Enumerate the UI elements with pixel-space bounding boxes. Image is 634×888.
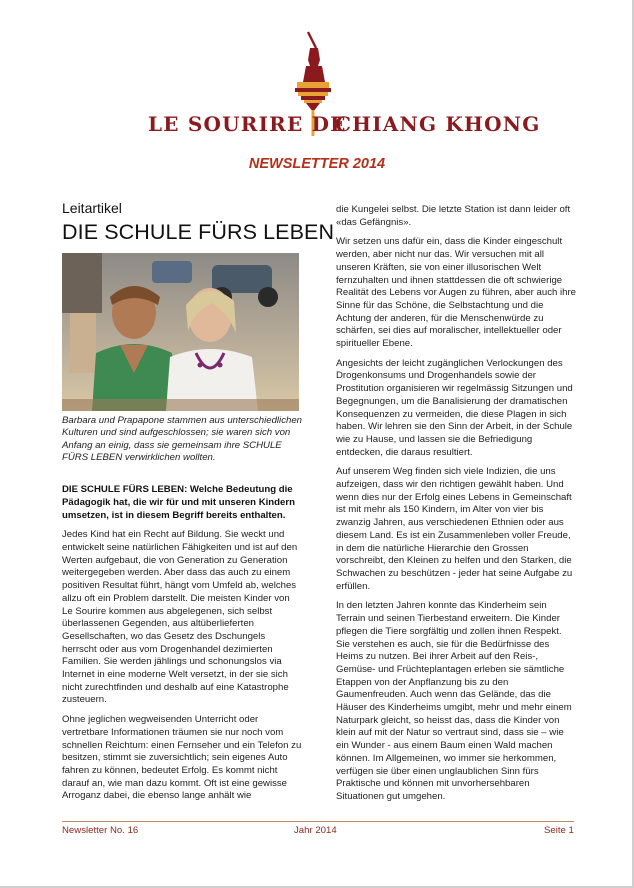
footer-year: Jahr 2014 [294,825,337,836]
article-photo [62,253,299,411]
body-paragraph: Angesichts der leicht zugänglichen Verlockungen des Drogenkonsums und Drogenhandels sowie der Prostitution organisieren wir regelmässig Sitzungen und Begegnungen, um die Banalisierung der dramatischen Konsequenzen zu vermeiden, die diese Plagen in sich haben. Wir lehren sie den Sinn der Arbeit, in der Schule wie zu Hause, und lassen sie die Befriedigung entdecken, die daraus resultiert. [336,357,573,458]
masthead [0,30,634,140]
body-paragraph: Auf unserem Weg finden sich viele Indizien, die uns aufzeigen, dass wir den richtigen gewählt haben. Und wenn dies nur der Erfolg eines Lebens in Gemeinschaft ist mit mehr als 150 Kindern, im Alter von vier bis zwanzig Jahren, aus verschiedenen Ethnien oder aus diesem Land. Es ist ein Zusammenleben voller Freude, in dem die natürliche Hierarchie den Grossen vorschreibt, den Kleinen zu helfen und den Starken, die Schwachen zu beschützen - jeder hat seine Aufgabe zu erfüllen. [336,466,573,592]
left-column [62,200,335,810]
footer-issue: Newsletter No. 16 [62,825,139,836]
brand-name-left: LE SOURIRE DE [148,112,347,136]
body-paragraph: In den letzten Jahren konnte das Kinderheim sein Terrain und seinen Tierbestand erweitern. Die Kinder pflegen die Tiere sorgfältig und zollen ihnen Respekt. Sie verstehen es auch, sie für die Bedürfnisse des Heims zu nutzen. Bei ihrer Arbeit auf den Reis-, Gemüse- und Früchteplantagen erleben sie sämtliche Etappen von der Anpflanzung bis zu den Gaumenfreuden. Auch wenn das Gelände, das die Häuser des Kinderheims umgibt, mehr und mehr einem Naturpark gleicht, so heisst das, dass die Kinder von klein auf mit der Natur so vertraut sind, dass sie – wie ein Wunder - aus einem Baum einen Wald machen können. Im Allgemeinen, wo immer sie herkommen, verfügen sie über einen unglaublichen Sinn fürs Praktische und können mit unvorhersehbaren Situationen gut umgehen. [336,600,572,802]
article-headline: DIE SCHULE FÜRS LEBEN [62,220,335,244]
body-paragraph: die Kungelei selbst. Die letzte Station ist dann leider oft «das Gefängnis». [336,204,571,228]
brand-name-right: CHIANG KHONG [335,112,541,136]
body-paragraph: Wir setzen uns dafür ein, dass die Kinder eingeschult werden, aber nicht nur das. Wir versuchen mit all unseren Kräften, sie von einer illusorischen Welt fernzuhalten und ihnen stattdessen die oft schwierige Realität des Lebens vor Augen zu führen, aber auch ihre Sinne für das Schöne, die Selbstachtung und die Achtung der anderen, für die Menschenwürde zu schärfen, sei dies auf moralischer, intellektueller oder spiritueller Ebene. [336,236,577,350]
footer-page-number: Seite 1 [544,825,574,836]
right-column [336,204,576,811]
footer-divider [62,821,574,822]
newsletter-title: NEWSLETTER 2014 [248,156,386,172]
body-paragraph: Jedes Kind hat ein Recht auf Bildung. Sie weckt und entwickelt seine natürlichen Fähigkeiten und ist auf den Werten aufgebaut, die von Generation zu Generation weitergegeben werden. Aber dass das auch zu einem positiven Resultat führt, hängt vom Umfeld ab, welches allzu oft ein Problem darstellt. Die meisten Kinder von Le Sourire kommen aus abgelegenen, sich selbst überlassenen Gegenden, aus altüberlieferten Gesellschaften, wo das Gesetz des Dschungels herrscht oder aus vom Drogenhandel dezimierten Familien. Sie werden jählings und schonungslos via Internet in eine moderne Welt versetzt, in der sie sich nicht zurechtfinden und deshalb auf eine Katastrophe zusteuern. [62,529,298,706]
body-paragraph: Ohne jeglichen wegweisenden Unterricht oder vertretbare Informationen träumen sie nur noch vom schnellen Reichtum: einen Fernseher und ein Telefon zu besitzen, stimmt sie zuversichtlich; sein eigenes Auto fahren zu können, bedeutet Erfolg. Es kommt nicht darauf an, wie man dazu kommt. Oft ist eine gewisse Arroganz dabei, die ebenso lange anhält wie [62,714,302,802]
photo-caption: Barbara und Prapapone stammen aus unterschiedlichen Kulturen und sind aufgeschlossen; sie waren sich von Anfang an einig, dass sie gemeinsam ihre SCHULE FÜRS LEBEN verwirklichen wollten. [62,415,302,463]
lead-paragraph: DIE SCHULE FÜRS LEBEN: Welche Bedeutung die Pädagogik hat, die wir für und mit unseren Kindern umsetzen, ist in diesem Begriff bereits enthalten. [62,484,295,521]
section-kicker: Leitartikel [62,200,122,216]
